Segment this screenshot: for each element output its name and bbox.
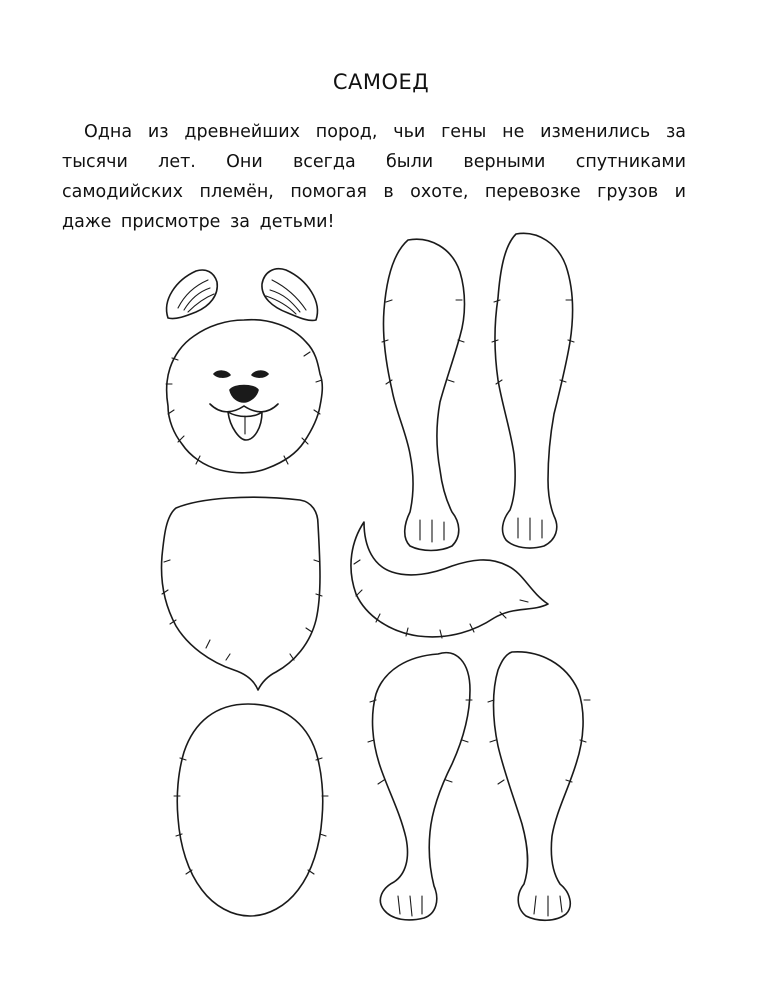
- left-ear-piece: [167, 270, 218, 319]
- breed-description: Одна из древнейших пород, чьи гены не изменились за тысячи лет. Они всегда были верными спутниками самодийских племён, помогая в охоте, перевозке грузов и даже присмотре за детьми!: [62, 122, 686, 232]
- right-ear-piece: [262, 269, 317, 321]
- hind-leg-right-piece: [488, 652, 590, 920]
- body-piece: [174, 704, 328, 916]
- chest-piece: [162, 497, 322, 690]
- page-title: САМОЕД: [332, 70, 430, 94]
- front-leg-right-piece: [492, 233, 574, 548]
- front-leg-left-piece: [382, 239, 465, 550]
- hind-leg-left-piece: [368, 653, 472, 920]
- head-piece: [166, 320, 322, 473]
